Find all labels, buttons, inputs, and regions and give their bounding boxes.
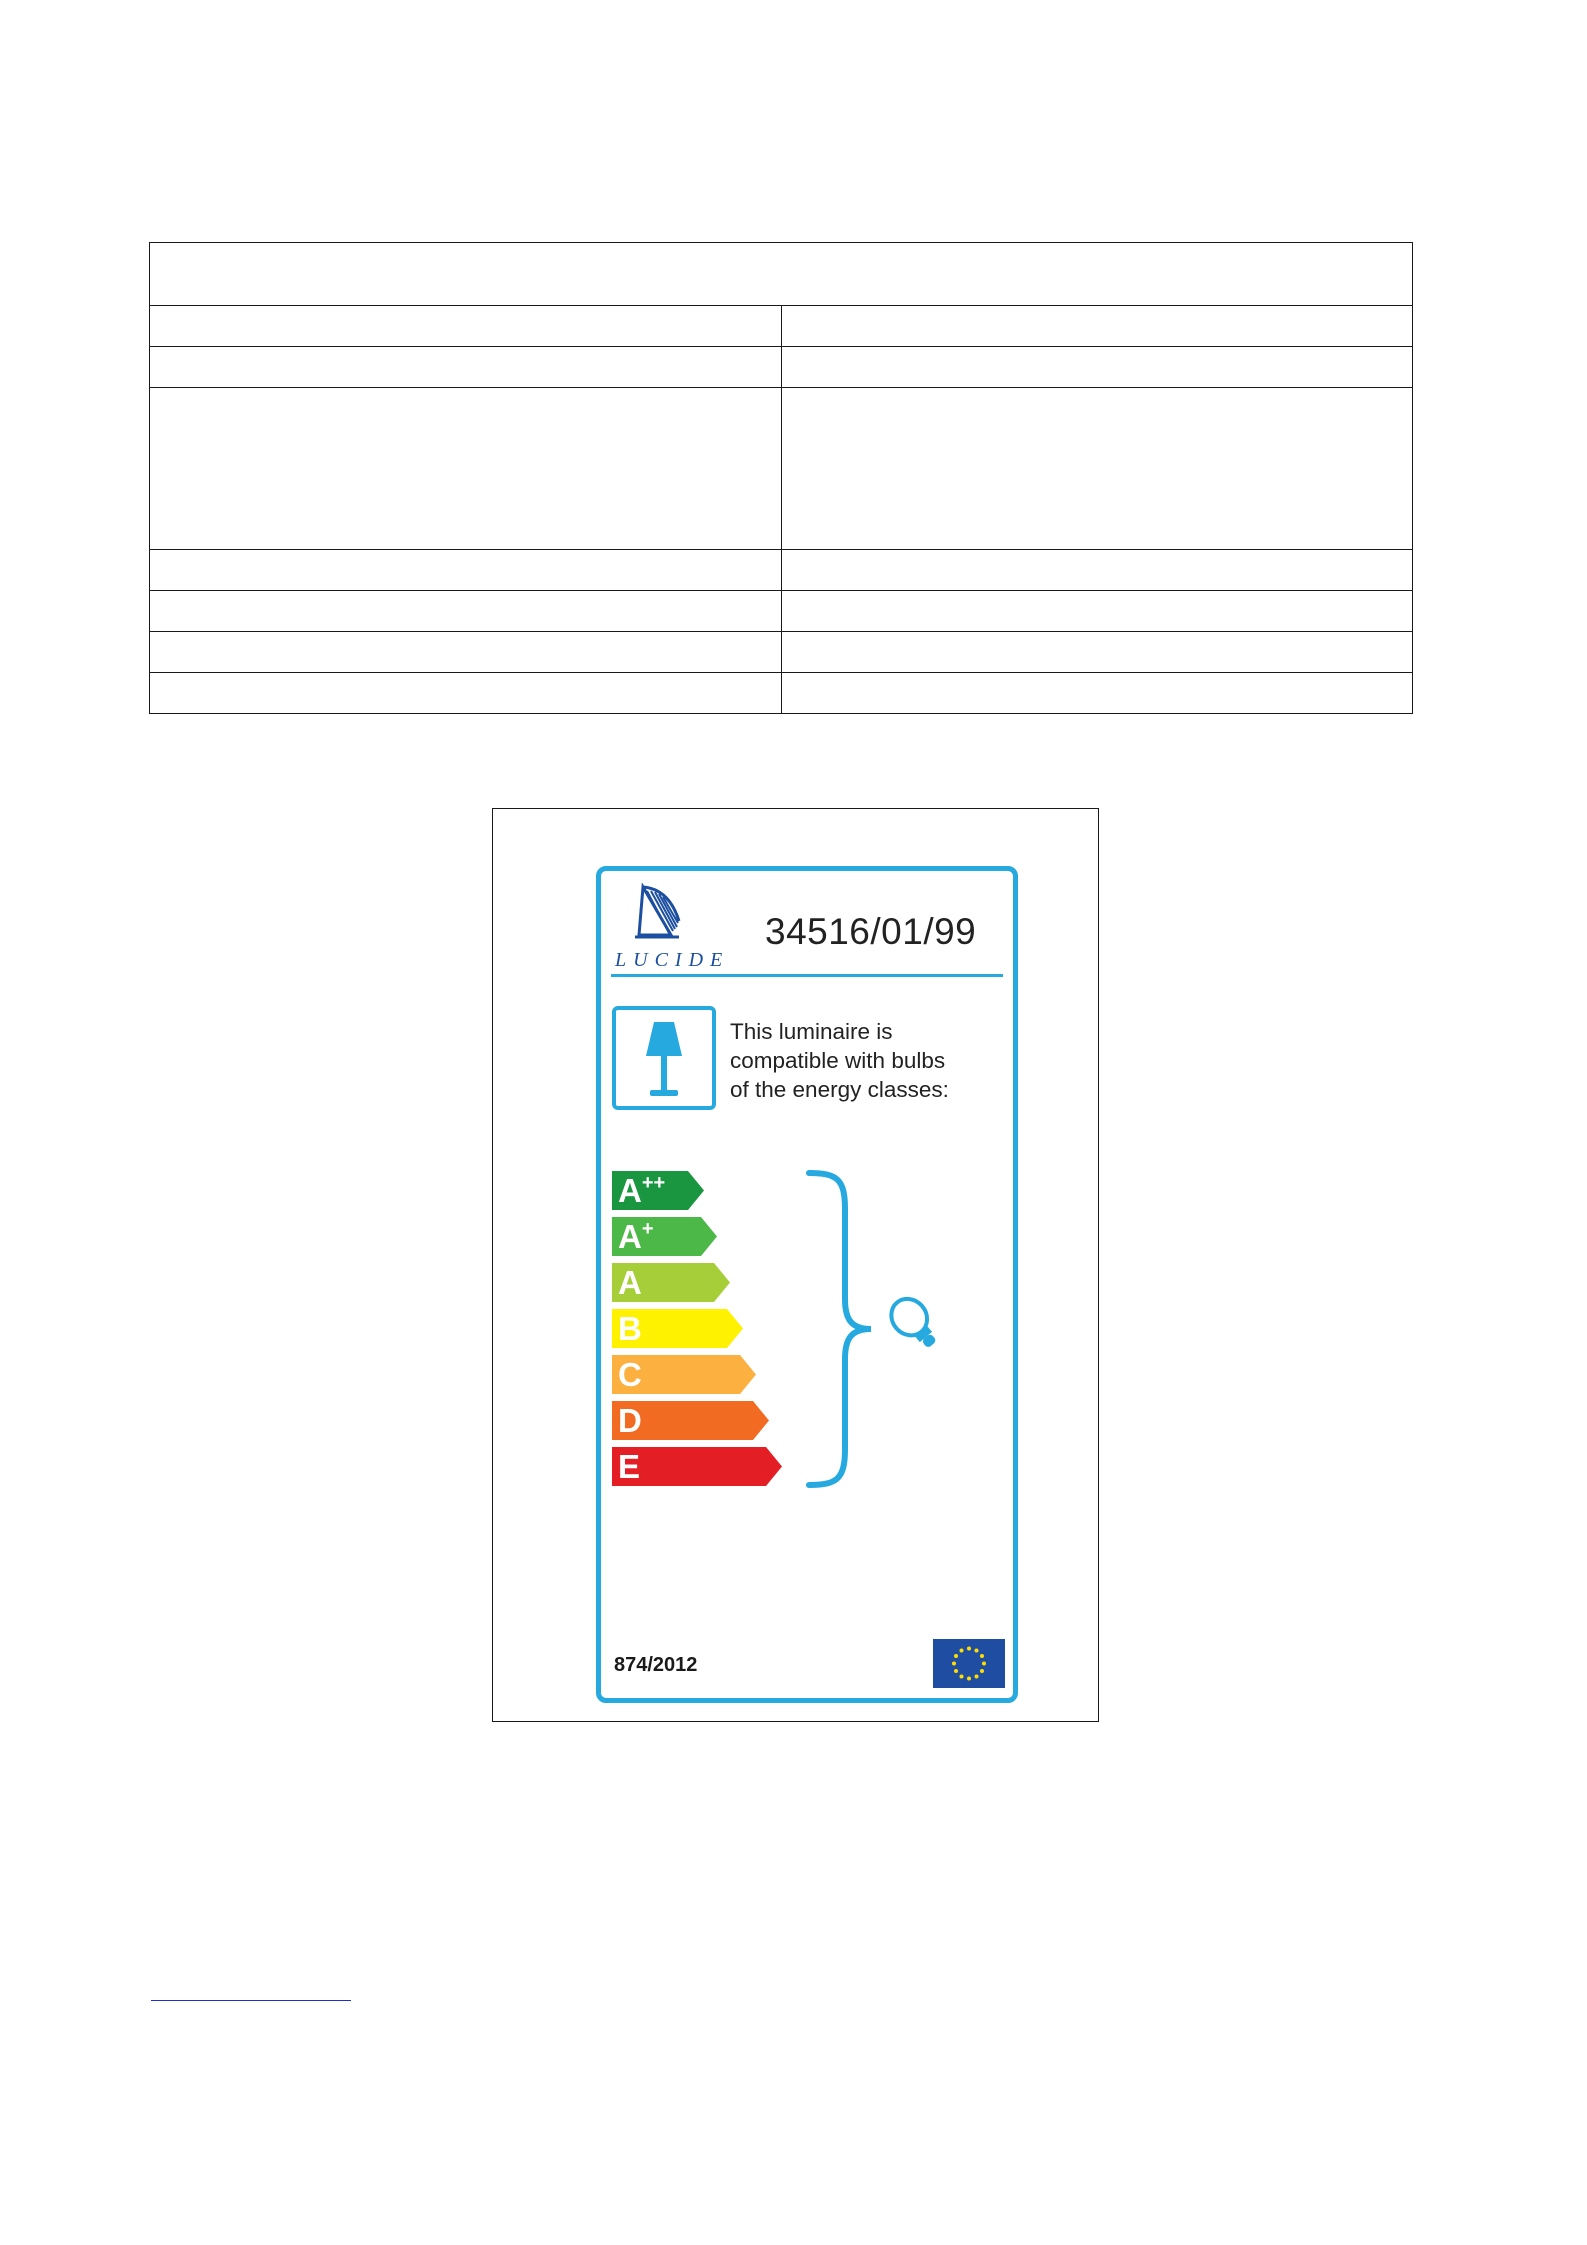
table-header-row [150, 243, 1413, 306]
energy-class-label: A [618, 1264, 642, 1301]
table-row [150, 388, 1413, 550]
table-cell [150, 347, 782, 388]
table-cell [781, 306, 1413, 347]
compatibility-line: This luminaire is [730, 1019, 893, 1044]
energy-label-frame [492, 808, 1099, 1722]
brand-logo-icon [609, 883, 730, 971]
table-cell [781, 388, 1413, 550]
energy-class-arrow [612, 1171, 704, 1210]
lamp-icon [612, 1006, 716, 1110]
table-cell [781, 591, 1413, 632]
table-cell [150, 306, 782, 347]
energy-class-label: C [618, 1356, 642, 1393]
energy-class-label: E [618, 1448, 641, 1485]
table-row [150, 591, 1413, 632]
compatibility-line: of the energy classes: [730, 1077, 949, 1102]
table-row [150, 347, 1413, 388]
energy-class-arrow [612, 1447, 782, 1486]
table-cell [150, 632, 782, 673]
table-cell [150, 388, 782, 550]
energy-class-arrow [612, 1355, 756, 1394]
divider [611, 974, 1003, 977]
brace-icon [805, 1169, 875, 1489]
compatibility-text [730, 1017, 1000, 1104]
table-row [150, 306, 1413, 347]
spec-table [149, 242, 1413, 714]
table-row [150, 632, 1413, 673]
energy-class-label: A+ [618, 1218, 654, 1255]
table-cell [781, 550, 1413, 591]
table-cell [781, 673, 1413, 714]
bulb-icon [880, 1289, 950, 1359]
energy-label [596, 866, 1018, 1703]
table-cell [781, 347, 1413, 388]
compatibility-line: compatible with bulbs [730, 1048, 946, 1073]
table-cell [150, 673, 782, 714]
model-number: 34516/01/99 [765, 911, 977, 952]
energy-class-arrow [612, 1401, 769, 1440]
footnote-link[interactable] [151, 1978, 351, 2001]
energy-class-label: B [618, 1310, 642, 1347]
energy-class-arrow [612, 1309, 743, 1348]
regulation-number: 874/2012 [614, 1654, 698, 1676]
energy-class-label: D [618, 1402, 642, 1439]
table-cell [150, 591, 782, 632]
energy-class-label: A++ [618, 1172, 666, 1209]
table-row [150, 550, 1413, 591]
table-cell [781, 632, 1413, 673]
energy-class-arrow [612, 1263, 730, 1302]
table-row [150, 673, 1413, 714]
table-cell [150, 550, 782, 591]
table-cell [150, 243, 1413, 306]
energy-class-arrow [612, 1217, 717, 1256]
eu-flag-icon [933, 1639, 1005, 1688]
brand-logo-text: LUCIDE [615, 949, 730, 971]
